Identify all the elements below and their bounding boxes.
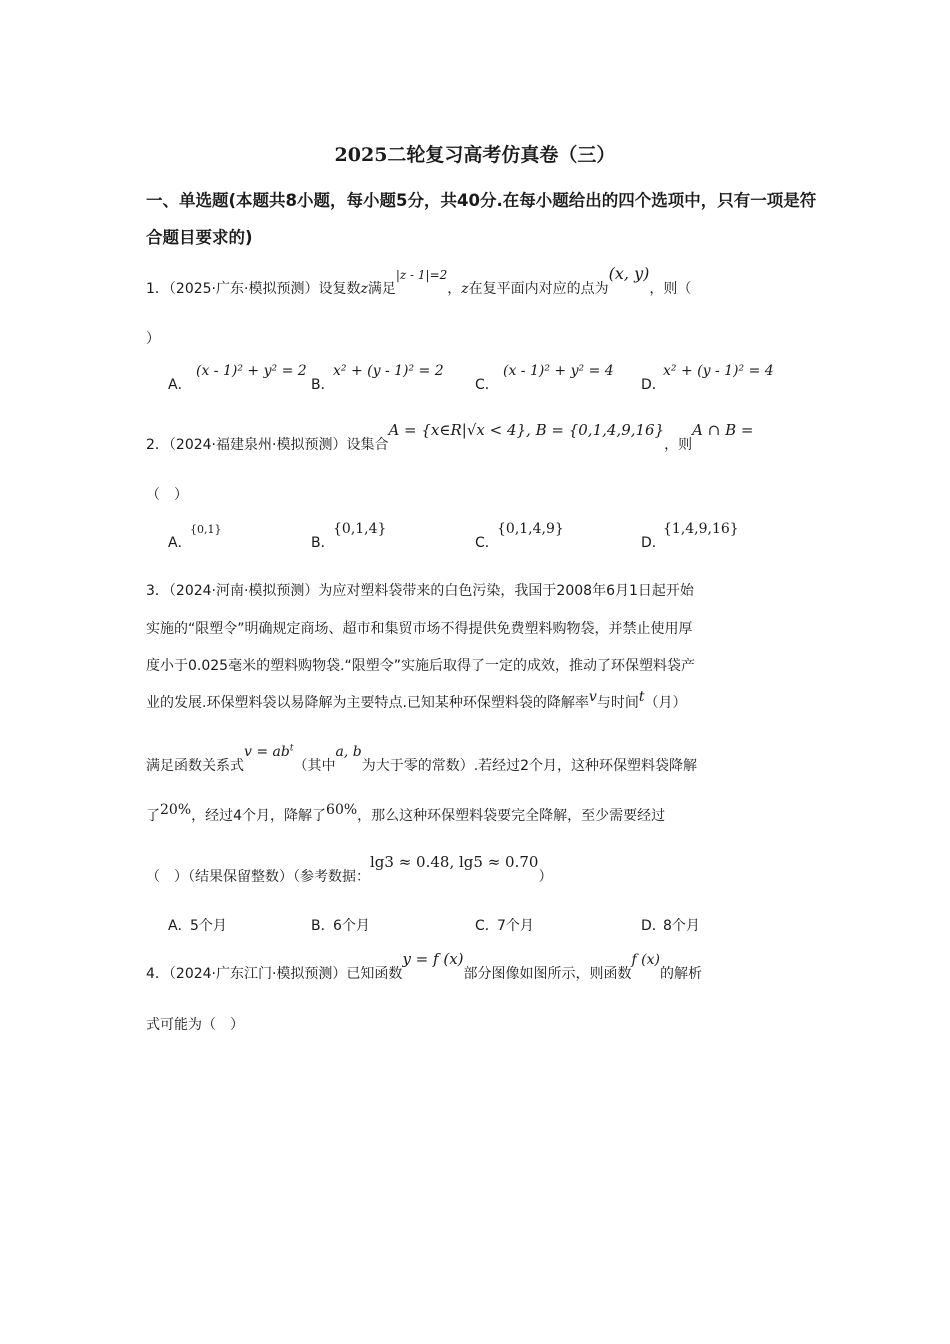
q1-option-b[interactable]: B．x² + (y - 1)² = 2 — [311, 363, 444, 393]
q2-option-a[interactable]: A．$^{\{0,1\}}$ — [168, 523, 222, 551]
question-3-line-3: 度小于0.025毫米的塑料购物袋.“限塑令”实施后取得了一定的成效，推动了环保塑料袋产 — [146, 658, 696, 674]
q3-option-d[interactable]: D．8个月 — [641, 918, 700, 934]
q1-option-d[interactable]: D．x² + (y - 1)² = 4 — [641, 363, 774, 393]
question-4-line-1: 4．（2024·广东江门·模拟预测）已知函数y = f (x)部分图像如图所示，则函数f (x)的解析 — [146, 950, 702, 982]
q3-option-c[interactable]: C．7个月 — [475, 918, 534, 934]
question-4-line-2: 式可能为（ ） — [146, 1017, 244, 1033]
question-1-close: ） — [146, 331, 160, 347]
q2-option-c[interactable]: C．{0,1,4,9} — [475, 521, 564, 551]
formula: (x, y) — [608, 264, 650, 283]
q1-option-c[interactable]: C．(x - 1)² + y² = 4 — [475, 363, 614, 393]
question-2-blank: （ ） — [146, 487, 188, 503]
formula: A = {x∈R|√x < 4}, B = {0,1,4,9,16} — [388, 421, 665, 439]
q3-option-a[interactable]: A．5个月 — [168, 918, 227, 934]
question-1-stem: 1．（2025·广东·模拟预测）设复数z满足|z - 1|=2，z在复平面内对应的点为(x, y)，则（ — [146, 264, 692, 297]
question-3-line-2: 实施的“限塑令”明确规定商场、超市和集贸市场不得提供免费塑料购物袋，并禁止使用厚 — [146, 621, 693, 637]
question-3-line-7: （ ）（结果保留整数）（参考数据：lg3 ≈ 0.48, lg5 ≈ 0.70） — [146, 853, 553, 885]
formula: $v = ab^t$ — [244, 743, 294, 760]
question-number: 1． — [146, 281, 169, 297]
section-heading: 一、单选题(本题共8小题，每小题5分，共40分.在每小题给出的四个选项中，只有一项是符合题目要求的) — [146, 191, 817, 247]
question-number: 2． — [146, 437, 169, 453]
formula: A ∩ B = — [692, 421, 754, 439]
question-3-line-1: 3．（2024·河南·模拟预测）为应对塑料袋带来的白色污染，我国于2008年6月1日起开始 — [146, 583, 694, 599]
page-title: 2025二轮复习高考仿真卷（三） — [334, 144, 616, 166]
question-3-line-4: 业的发展.环保塑料袋以易降解为主要特点.已知某种环保塑料袋的降解率v与时间t（月） — [146, 689, 687, 711]
question-2-stem: 2．（2024·福建泉州·模拟预测）设集合A = {x∈R|√x < 4}, B = {0,1,4,9,16}，则A ∩ B = — [146, 421, 754, 453]
formula: lg3 ≈ 0.48, lg5 ≈ 0.70 — [370, 853, 539, 871]
question-3-line-5: 满足函数关系式$v = ab^t$（其中a, b为大于零的常数）.若经过2个月，这种环保塑料袋降解 — [146, 743, 698, 774]
formula: |z - 1|=2 — [395, 268, 448, 282]
q2-option-d[interactable]: D．{1,4,9,16} — [641, 521, 739, 551]
q1-option-a[interactable]: A．(x - 1)² + y² = 2 — [168, 363, 307, 393]
q3-option-b[interactable]: B．6个月 — [311, 918, 370, 934]
formula: f (x) — [631, 952, 660, 968]
formula: y = f (x) — [402, 950, 464, 968]
question-3-line-6: 了20%，经过4个月，降解了60%，那么这种环保塑料袋要完全降解，至少需要经过 — [146, 802, 666, 824]
q2-option-b[interactable]: B．{0,1,4} — [311, 521, 387, 551]
